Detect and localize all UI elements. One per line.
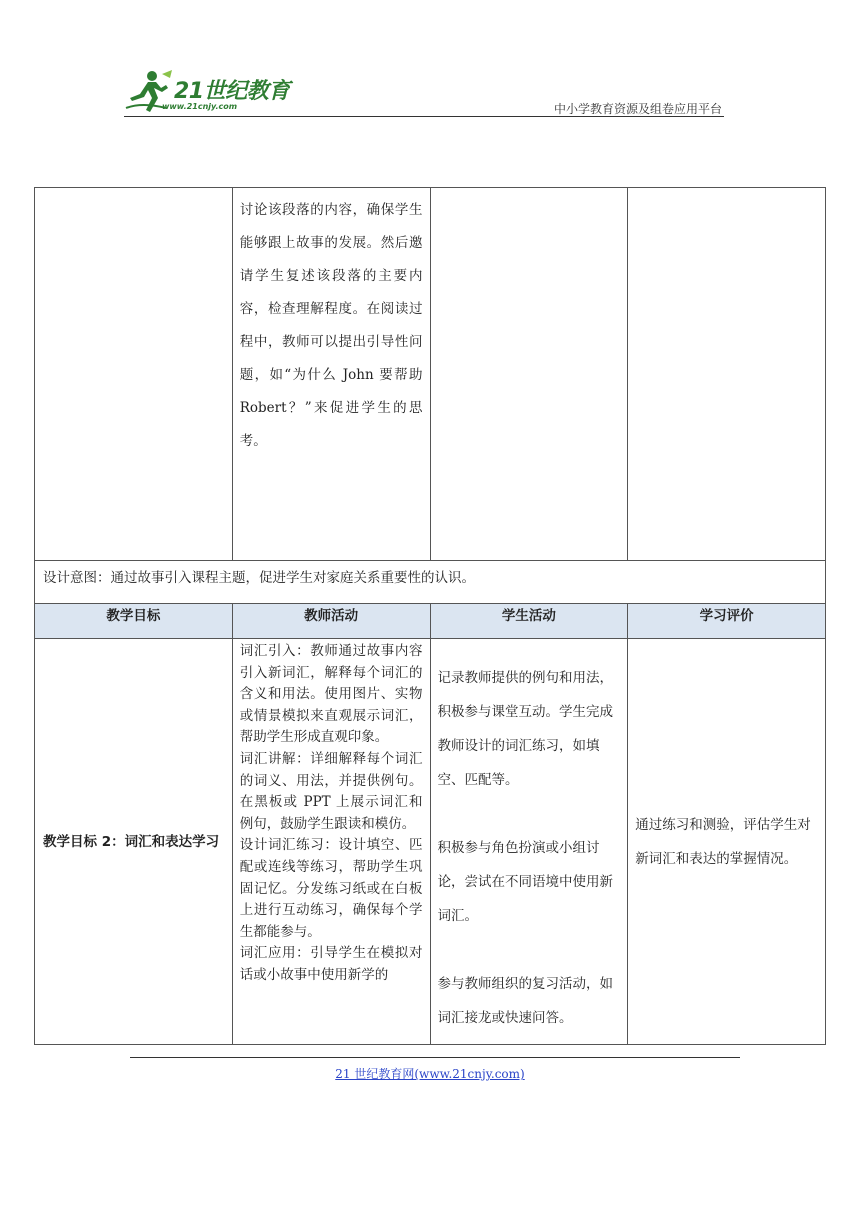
goal-cell: 教学目标 2：词汇和表达学习 (35, 639, 233, 1045)
header-divider (124, 116, 724, 117)
design-intent-cell (35, 561, 826, 604)
student-activity-item: 参与教师组织的复习活动，如词汇接龙或快速问答。 (437, 976, 613, 1026)
teacher-activity-list (233, 639, 430, 989)
site-logo[interactable] (122, 68, 292, 116)
header-goal: 教学目标 (35, 604, 233, 639)
student-activity-list (431, 639, 628, 1035)
footer-divider (130, 1057, 740, 1058)
student-activity-cell-empty (430, 188, 628, 561)
teacher-activity-item: 词汇讲解：详细解释每个词汇的词义、用法，并提供例句。在黑板或 PPT 上展示词汇和例句，鼓励学生跟读和模仿。 (239, 750, 423, 832)
footer-link[interactable]: 21 世纪教育网(www.21cnjy.com) (335, 1067, 525, 1081)
teacher-activity-cell (232, 188, 430, 561)
table-row (35, 561, 826, 604)
table-header-row (35, 604, 826, 639)
table-row (35, 639, 826, 1045)
table-row (35, 188, 826, 561)
student-activity-item: 记录教师提供的例句和用法，积极参与课堂互动。学生完成教师设计的词汇练习，如填空、匹配等。 (437, 670, 613, 788)
teacher-activity-item: 词汇应用：引导学生在模拟对话或小故事中使用新学的 (239, 945, 423, 983)
student-activity-item: 积极参与角色扮演或小组讨论，尝试在不同语境中使用新词汇。 (437, 840, 613, 924)
teacher-activity-item: 词汇引入：教师通过故事内容引入新词汇，解释每个词汇的含义和用法。使用图片、实物或情景模拟来直观展示词汇，帮助学生形成直观印象。 (239, 643, 423, 746)
header-evaluation: 学习评价 (628, 604, 826, 639)
evaluation-cell: 通过练习和测验，评估学生对新词汇和表达的掌握情况。 (628, 639, 826, 1045)
evaluation-cell-empty (628, 188, 826, 561)
student-activity-cell (430, 639, 628, 1045)
goal-cell-empty (35, 188, 233, 561)
header-teacher: 教师活动 (232, 604, 430, 639)
logo-text: 21世纪教育 (174, 79, 290, 104)
design-intent-text: 设计意图：通过故事引入课程主题，促进学生对家庭关系重要性的认识。 (43, 570, 475, 586)
teacher-activity-text: 讨论该段落的内容，确保学生能够跟上故事的发展。然后邀请学生复述该段落的主要内容，检查理解程度。在阅读过程中，教师可以提出引导性问题，如“为什么 John 要帮助 Robert？”来促进学生的思考。 (239, 202, 423, 449)
platform-title: 中小学教育资源及组卷应用平台 (553, 102, 722, 116)
lesson-plan-table (34, 187, 826, 1045)
page-header (0, 0, 860, 120)
teacher-activity-cell (232, 639, 430, 1045)
logo-url: www.21cnjy.com (162, 102, 238, 111)
header-student: 学生活动 (430, 604, 628, 639)
teacher-activity-item: 设计词汇练习：设计填空、匹配或连线等练习，帮助学生巩固记忆。分发练习纸或在白板上进行互动练习，确保每个学生都能参与。 (239, 837, 423, 940)
